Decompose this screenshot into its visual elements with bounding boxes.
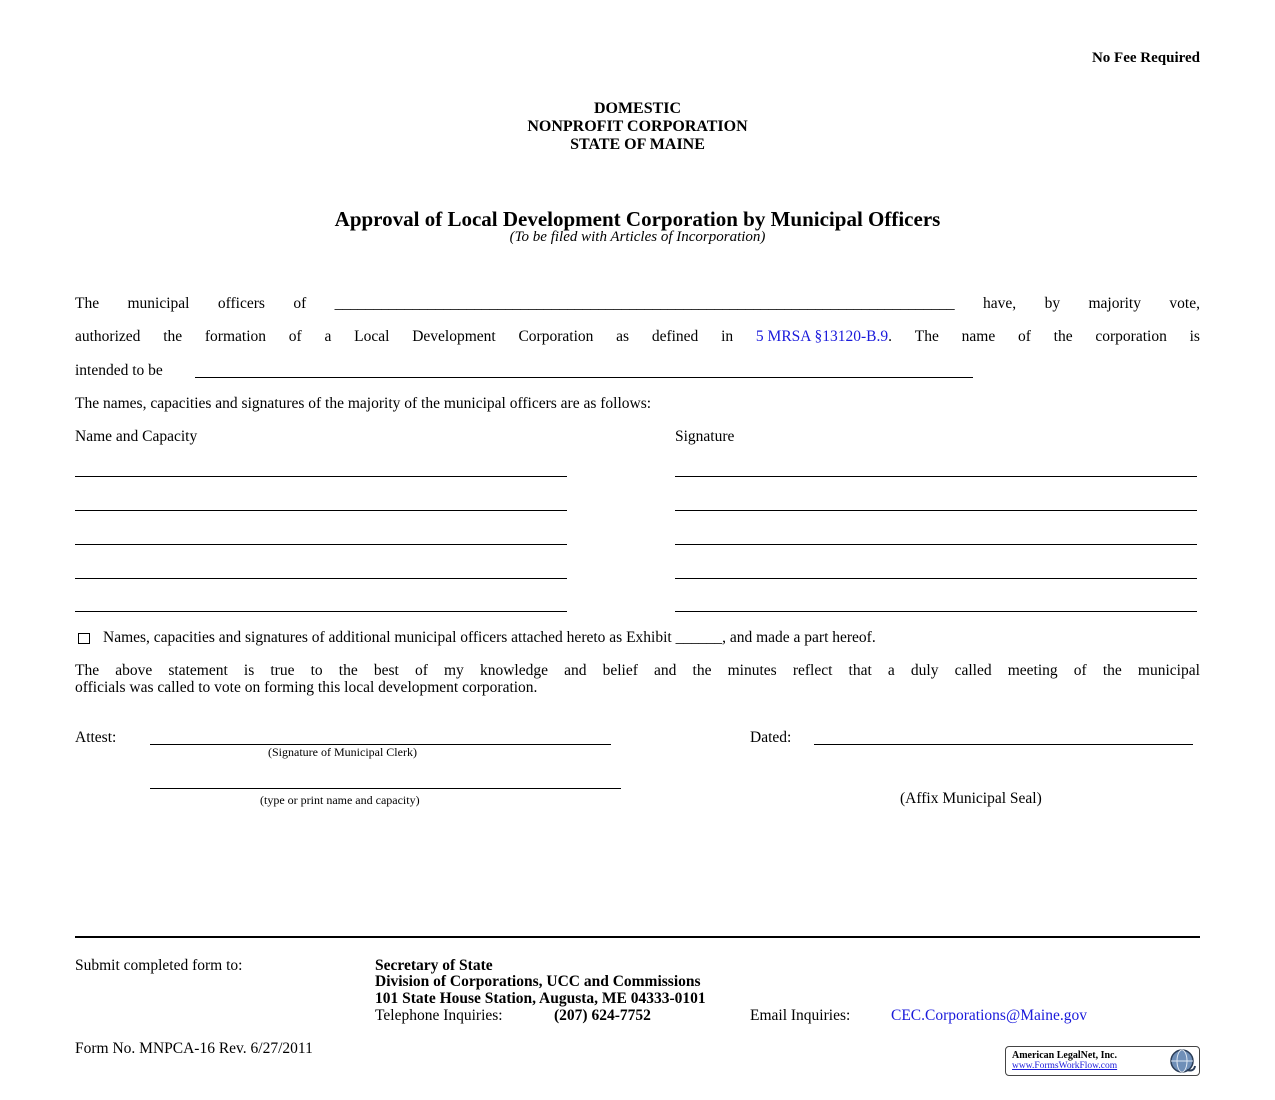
para1-line2-word: the bbox=[1053, 328, 1073, 345]
statement-line1 bbox=[75, 662, 1200, 680]
para1-line2-word: Development bbox=[412, 328, 496, 345]
officer-name-field-1[interactable] bbox=[75, 476, 567, 477]
clerk-name-field[interactable] bbox=[150, 788, 621, 789]
statement-line1-word: knowledge bbox=[479, 662, 548, 679]
attest-label: Attest: bbox=[75, 729, 117, 746]
statement-line1-word: is bbox=[243, 662, 255, 679]
statement-line1-word: the bbox=[1102, 662, 1122, 679]
para1-line2-word: the bbox=[163, 328, 183, 345]
para1-line1-word: majority bbox=[1088, 295, 1141, 312]
para1-line1-word: ________________________________________________________________________________ bbox=[334, 295, 955, 312]
para1-line2-word: corporation bbox=[1095, 328, 1167, 345]
form-title: Approval of Local Development Corporation by Municipal Officers bbox=[334, 207, 941, 231]
logo-url[interactable]: www.FormsWorkFlow.com bbox=[1012, 1061, 1118, 1071]
para1-line1-word: vote, bbox=[1169, 295, 1200, 312]
no-fee-note: No Fee Required bbox=[1091, 50, 1200, 66]
statement-line2: officials was called to vote on forming this local development corporation. bbox=[75, 679, 538, 696]
para1-line1-word: have, bbox=[983, 295, 1017, 312]
para1-line1-word: municipal bbox=[127, 295, 190, 312]
exhibit-label: Names, capacities and signatures of additional municipal officers attached hereto as Exhibit ______, and made a part hereof. bbox=[103, 629, 876, 646]
para1-line2-word: is bbox=[1189, 328, 1200, 345]
para1-line2-word: of bbox=[288, 328, 302, 345]
phone-label: Telephone Inquiries: bbox=[375, 1007, 503, 1024]
statement-line1-word: to bbox=[310, 662, 323, 679]
para1-line2-word: defined bbox=[651, 328, 699, 345]
legalnet-logo[interactable] bbox=[1005, 1046, 1200, 1076]
clerk-name-caption: (type or print name and capacity) bbox=[260, 793, 420, 807]
officer-signature-field-2[interactable] bbox=[675, 510, 1197, 511]
footer-divider bbox=[75, 936, 1200, 938]
statement-line1-word: of bbox=[1073, 662, 1087, 679]
para1-line2-word: . bbox=[888, 328, 892, 345]
officer-signature-field-4[interactable] bbox=[675, 578, 1197, 579]
officer-signature-field-5[interactable] bbox=[675, 611, 1197, 612]
statement-line1-word: of bbox=[414, 662, 428, 679]
submit-address: 101 State House Station, Augusta, ME 04333-0101 bbox=[375, 990, 706, 1007]
para1-line1 bbox=[75, 295, 1200, 313]
officer-signature-field-3[interactable] bbox=[675, 544, 1197, 545]
para1-line1-word: of bbox=[293, 295, 307, 312]
name-capacity-header: Name and Capacity bbox=[75, 428, 198, 445]
statement-line1-word: a bbox=[887, 662, 895, 679]
dated-label: Dated: bbox=[750, 729, 792, 746]
email-label: Email Inquiries: bbox=[750, 1007, 851, 1024]
statement-line1-word: the bbox=[338, 662, 358, 679]
officer-name-field-4[interactable] bbox=[75, 578, 567, 579]
signature-header: Signature bbox=[675, 428, 735, 445]
statement-line1-word: and bbox=[564, 662, 587, 679]
statement-line1-word: my bbox=[444, 662, 464, 679]
statement-line1-word: true bbox=[270, 662, 295, 679]
email-link[interactable]: CEC.Corporations@Maine.gov bbox=[891, 1007, 1087, 1024]
para1-line1-word: by bbox=[1044, 295, 1061, 312]
officer-name-field-5[interactable] bbox=[75, 611, 567, 612]
header-line-nonprofit: NONPROFIT CORPORATION bbox=[527, 118, 748, 135]
statement-line1-word: municipal bbox=[1137, 662, 1200, 679]
para1-line2-word: authorized bbox=[75, 328, 141, 345]
para1-line2-word: formation bbox=[204, 328, 267, 345]
logo-company: American LegalNet, Inc. bbox=[1012, 1050, 1117, 1061]
statement-line1-word: reflect bbox=[792, 662, 833, 679]
para1-line2-word: in bbox=[721, 328, 734, 345]
statement-line1-word: meeting bbox=[1007, 662, 1058, 679]
header-line-state: STATE OF MAINE bbox=[570, 136, 705, 153]
dated-field[interactable] bbox=[814, 744, 1193, 745]
officer-name-field-3[interactable] bbox=[75, 544, 567, 545]
globe-icon bbox=[1167, 1048, 1197, 1074]
statement-line1-word: statement bbox=[168, 662, 228, 679]
submit-division: Division of Corporations, UCC and Commissions bbox=[375, 973, 701, 990]
form-header bbox=[0, 100, 1275, 154]
statement-line1-word: and bbox=[654, 662, 677, 679]
municipal-seal-note: (Affix Municipal Seal) bbox=[900, 790, 1042, 807]
para1-line2-word: Corporation bbox=[518, 328, 594, 345]
corporation-name-field[interactable] bbox=[195, 377, 973, 378]
statement-line1-word: belief bbox=[602, 662, 638, 679]
officer-signature-field-1[interactable] bbox=[675, 476, 1197, 477]
statement-line1-word: duly bbox=[910, 662, 939, 679]
para1-line2-word: as bbox=[616, 328, 630, 345]
officer-name-field-2[interactable] bbox=[75, 510, 567, 511]
statement-line1-word: above bbox=[115, 662, 153, 679]
form-subtitle: (To be filed with Articles of Incorporation) bbox=[509, 229, 766, 245]
statement-line1-word: the bbox=[692, 662, 712, 679]
form-number: Form No. MNPCA-16 Rev. 6/27/2011 bbox=[75, 1040, 313, 1057]
submit-label: Submit completed form to: bbox=[75, 957, 243, 974]
para1-line2-word: Local bbox=[354, 328, 390, 345]
submit-office: Secretary of State bbox=[375, 957, 493, 974]
statement-line1-word: The bbox=[75, 662, 100, 679]
para1-line3 bbox=[75, 362, 163, 380]
statement-line1-word: that bbox=[848, 662, 872, 679]
statute-link-wrapper bbox=[756, 328, 892, 346]
para1-line2-word: a bbox=[324, 328, 332, 345]
statement-line1-word: best bbox=[373, 662, 399, 679]
header-line-domestic: DOMESTIC bbox=[593, 100, 682, 117]
para1-line2 bbox=[75, 328, 1200, 346]
para1-line2-word: of bbox=[1017, 328, 1031, 345]
statement-line1-word: minutes bbox=[727, 662, 777, 679]
statute-link[interactable]: 5 MRSA §13120-B.9 bbox=[755, 328, 889, 345]
officers-intro: The names, capacities and signatures of the majority of the municipal officers are as follows: bbox=[75, 395, 652, 412]
para1-line2-word: name bbox=[961, 328, 996, 345]
phone-number: (207) 624-7752 bbox=[554, 1007, 651, 1024]
para1-line2-word: The bbox=[914, 328, 939, 345]
intended-label: intended to be bbox=[75, 362, 163, 379]
para1-line1-word: officers bbox=[217, 295, 265, 312]
clerk-signature-caption: (Signature of Municipal Clerk) bbox=[268, 745, 417, 759]
para1-line1-word: The bbox=[75, 295, 100, 312]
statement-line1-word: called bbox=[954, 662, 992, 679]
exhibit-checkbox[interactable] bbox=[78, 633, 90, 644]
